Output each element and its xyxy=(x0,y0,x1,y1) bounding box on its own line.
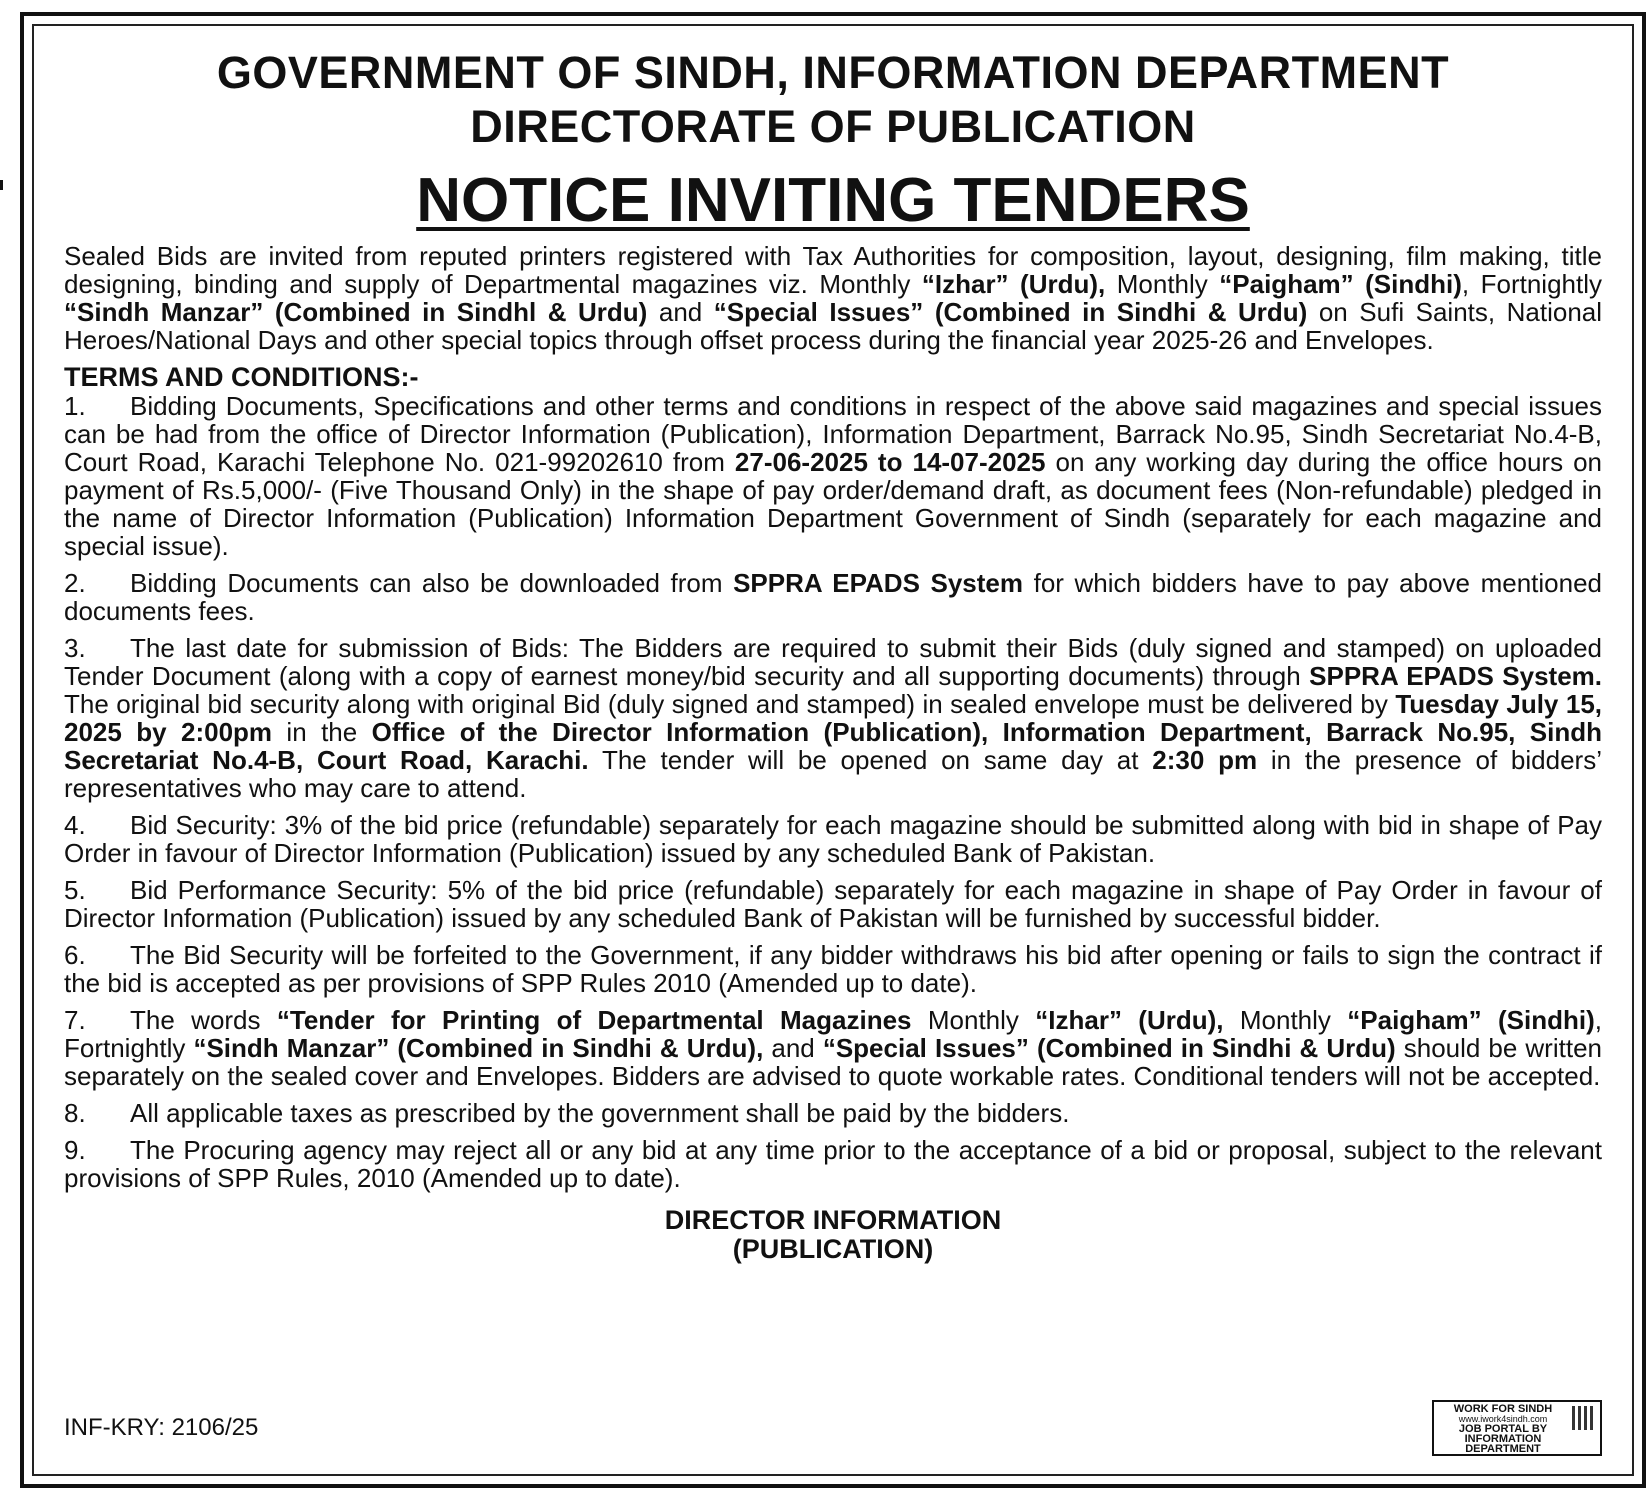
term-office-address: Office of the Director Information (Publication), Information Department, Barrack No.95, Sindh Secretariat No.4-B, Court Road, Karachi. xyxy=(64,717,1602,775)
intro-special: “Special Issues” (Combined in Sindhi & Urdu) xyxy=(713,297,1308,327)
intro-text: Monthly xyxy=(1105,269,1220,299)
term-opening-time: 2:30 pm xyxy=(1152,745,1258,775)
term-7 xyxy=(64,1006,1602,1090)
term-number: 2. xyxy=(64,568,86,598)
notice-title xyxy=(64,166,1602,236)
term-number: 4. xyxy=(64,810,86,840)
term-text: Bid Performance Security: 5% of the bid price (refundable) separately for each magazine in shape of Pay Order in favour of Director Information (Publication) issued by any scheduled Bank of Pakistan will be furnished by successful bidder. xyxy=(64,875,1602,933)
signature-subtitle: (PUBLICATION) xyxy=(732,1234,934,1264)
term-text: and xyxy=(763,1033,823,1063)
term-text: Bidding Documents, Specifications and other terms and conditions in respect of the above said magazines and special issues can be had from the office of Director Information (Publication), Information Department, Barrack No.95, Sindh Secretariat No.4-B, Court Road, Karachi Telephone No. 021-99202610 from xyxy=(64,391,1602,477)
term-2 xyxy=(64,569,1602,625)
badge-title: WORK FOR SINDH xyxy=(1453,1403,1553,1415)
term-5 xyxy=(64,876,1602,932)
term-system: SPPRA EPADS System. xyxy=(1309,661,1603,691)
badge-department: INFORMATION DEPARTMENT xyxy=(1464,1433,1542,1455)
header-government: GOVERNMENT OF SINDH, INFORMATION DEPARTMENT xyxy=(216,47,1450,98)
term-text: Bidding Documents can also be downloaded from xyxy=(130,568,734,598)
term-text: The words xyxy=(130,1005,277,1035)
term-text: The original bid security along with original Bid (duly signed and stamped) in sealed envelope must be delivered by xyxy=(64,689,1396,719)
intro-text: and xyxy=(647,297,714,327)
term-deadline: Tuesday July 15, 2025 by 2:00pm xyxy=(64,689,1602,747)
term-number: 8. xyxy=(64,1098,86,1128)
term-number: 6. xyxy=(64,940,86,970)
notice-title-text: NOTICE INVITING TENDERS xyxy=(416,166,1250,235)
term-text: on any working day during the office hours on payment of Rs.5,000/- (Five Thousand Only) in the shape of pay order/demand draft, as document fees (Non-refundable) pledged in the name of Director Information (Publication) Information Department Government of Sindh (separately for each magazine and special issue). xyxy=(64,447,1602,561)
term-text: in the presence of bidders’ representatives who may care to attend. xyxy=(64,745,1602,803)
term-number: 3. xyxy=(64,633,86,663)
term-text: Bid Security: 3% of the bid price (refundable) separately for each magazine should be submitted along with bid in shape of Pay Order in favour of Director Information (Publication) issued by any scheduled Bank of Pakistan. xyxy=(64,810,1602,868)
term-text: in the xyxy=(272,717,372,747)
term-8 xyxy=(64,1099,1602,1127)
term-number: 9. xyxy=(64,1135,86,1165)
term-text: Monthly xyxy=(1223,1005,1348,1035)
intro-text: Sealed Bids are invited from reputed printers registered with Tax Authorities for composition, layout, designing, film making, title designing, binding and supply of Departmental magazines viz. Monthly xyxy=(64,241,1602,299)
term-paigham: “Paigham” (Sindhi) xyxy=(1347,1005,1595,1035)
inner-border xyxy=(32,24,1634,1476)
badge-portal: JOB PORTAL BY xyxy=(1458,1423,1548,1435)
work-for-sindh-badge xyxy=(1432,1400,1602,1456)
intro-paragraph xyxy=(64,242,1602,354)
term-special: “Special Issues” (Combined in Sindhi & Urdu) xyxy=(822,1033,1396,1063)
intro-izhar: “Izhar” (Urdu), xyxy=(921,269,1106,299)
terms-heading: TERMS AND CONDITIONS:- xyxy=(64,362,419,392)
notice-page xyxy=(64,46,1602,1464)
intro-paigham: “Paigham” (Sindhi) xyxy=(1219,269,1462,299)
term-text: All applicable taxes as prescribed by the government shall be paid by the bidders. xyxy=(130,1098,1070,1128)
intro-text: , Fortnightly xyxy=(1461,269,1602,299)
reference-number: INF-KRY: 2106/25 xyxy=(64,1414,259,1441)
signature-title: DIRECTOR INFORMATION xyxy=(664,1205,1002,1235)
term-text: Monthly xyxy=(911,1005,1036,1035)
term-number: 7. xyxy=(64,1005,86,1035)
edge-mark xyxy=(0,180,3,190)
term-system: SPPRA EPADS System xyxy=(733,568,1024,598)
term-1 xyxy=(64,392,1602,560)
term-9 xyxy=(64,1136,1602,1192)
term-text: , Fortnightly xyxy=(64,1005,1602,1063)
intro-text: on Sufi Saints, National Heroes/National Days and other special topics through offset process during the financial year 2025-26 and Envelopes. xyxy=(64,297,1603,355)
badge-url: www.iwork4sindh.com xyxy=(1458,1414,1548,1424)
term-dates: 27-06-2025 to 14-07-2025 xyxy=(734,447,1046,477)
intro-manzar: “Sindh Manzar” (Combined in Sindhl & Urdu) xyxy=(64,297,648,327)
term-number: 1. xyxy=(64,391,86,421)
term-izhar: “Izhar” (Urdu), xyxy=(1035,1005,1224,1035)
term-4 xyxy=(64,811,1602,867)
term-3 xyxy=(64,634,1602,802)
header-directorate: DIRECTORATE OF PUBLICATION xyxy=(470,101,1196,152)
outer-border xyxy=(20,12,1646,1488)
term-text: should be written separately on the sealed cover and Envelopes. Bidders are advised to quote workable rates. Conditional tenders will not be accepted. xyxy=(64,1033,1602,1091)
term-text: The Bid Security will be forfeited to the Government, if any bidder withdraws his bid after opening or fails to sign the contract if the bid is accepted as per provisions of SPP Rules 2010 (Amended up to date). xyxy=(64,940,1602,998)
term-text: The tender will be opened on same day at xyxy=(588,745,1153,775)
term-cover-words: “Tender for Printing of Departmental Magazines xyxy=(276,1005,912,1035)
term-text: for which bidders have to pay above mentioned documents fees. xyxy=(64,568,1602,626)
term-text: The last date for submission of Bids: The Bidders are required to submit their Bids (duly signed and stamped) on uploaded Tender Document (along with a copy of earnest money/bid security and all supporting documents) through xyxy=(64,633,1602,691)
signature-block xyxy=(64,1206,1602,1264)
term-text: The Procuring agency may reject all or any bid at any time prior to the acceptance of a bid or proposal, subject to the relevant provisions of SPP Rules, 2010 (Amended up to date). xyxy=(64,1135,1602,1193)
term-number: 5. xyxy=(64,875,86,905)
term-6 xyxy=(64,941,1602,997)
term-manzar: “Sindh Manzar” (Combined in Sindhi & Urdu), xyxy=(193,1033,764,1063)
qr-code-icon xyxy=(1572,1406,1596,1430)
